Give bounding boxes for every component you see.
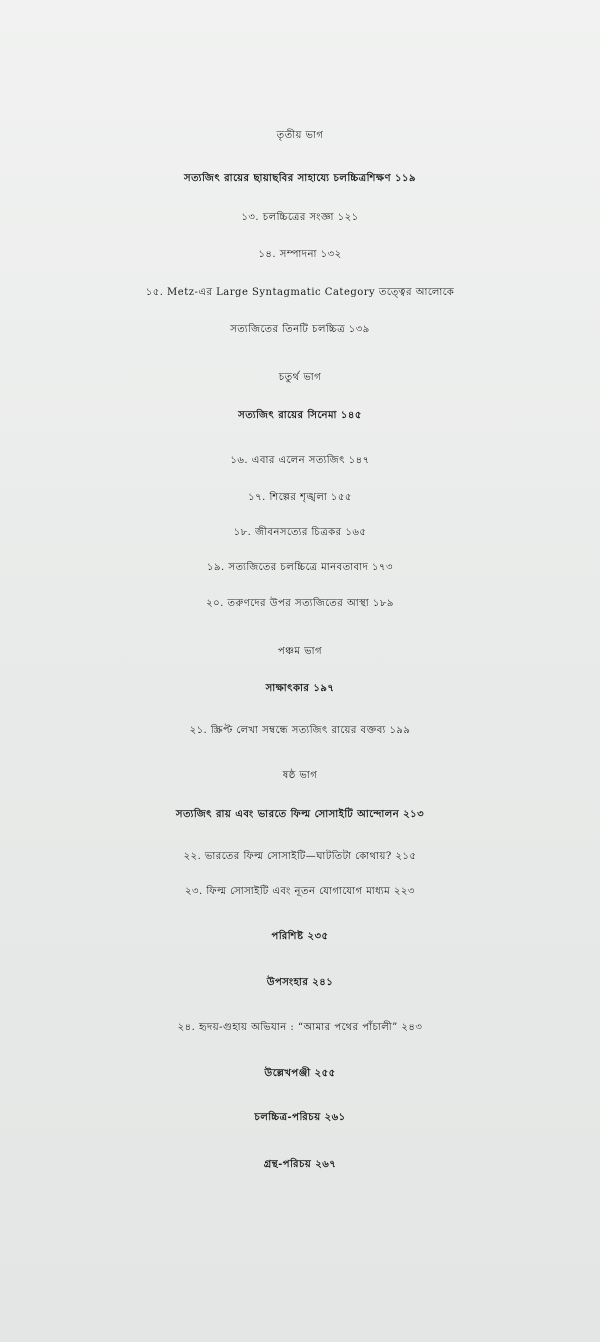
part-6-heading: ষষ্ঠ ভাগ	[282, 770, 318, 781]
part-3-heading: তৃতীয় ভাগ	[276, 130, 324, 141]
part-5-title: সাক্ষাৎকার ১৯৭	[265, 683, 335, 694]
filmography-entry: চলচ্চিত্র-পরিচয় ২৬১	[254, 1112, 346, 1123]
toc-entry-15-line-2: সত্যজিতের তিনটি চলচ্চিত্র ১৩৯	[230, 324, 370, 335]
toc-entry-15-line-1: ১৫. Metz-এর Large Syntagmatic Category তত্ত্বের আলোকে	[145, 287, 455, 298]
toc-entry-14: ১৪. সম্পাদনা ১৩২	[258, 249, 342, 260]
part-4-title: সত্যজিৎ রায়ের সিনেমা ১৪৫	[238, 410, 362, 421]
appendix-entry: পরিশিষ্ট ২৩৫	[271, 931, 329, 942]
toc-entry-22: ২২. ভারতের ফিল্ম সোসাইটি—ঘাটতিটা কোথায়? ২১৫	[183, 851, 417, 862]
toc-entry-16: ১৬. এবার এলেন সত্যজিৎ ১৪৭	[230, 455, 370, 466]
part-5-heading: পঞ্চম ভাগ	[277, 646, 323, 657]
part-4-heading: চতুর্থ ভাগ	[278, 372, 322, 383]
toc-entry-23: ২৩. ফিল্ম সোসাইটি এবং নূতন যোগাযোগ মাধ্যম ২২৩	[185, 886, 415, 897]
toc-entry-19: ১৯. সত্যজিতের চলচ্চিত্রে মানবতাবাদ ১৭৩	[207, 562, 393, 573]
bibliography-entry: গ্রন্থ-পরিচয় ২৬৭	[263, 1159, 337, 1170]
toc-entry-21: ২১. স্ক্রিপ্ট লেখা সম্বন্ধে সত্যজিৎ রায়ের বক্তব্য ১৯৯	[189, 725, 411, 736]
toc-entry-24: ২৪. হৃদয়-গুহায় অভিযান : “আমার পথের পাঁচালী” ২৪৩	[177, 1022, 423, 1033]
toc-entry-17: ১৭. শিল্পের শৃঙ্খলা ১৫৫	[248, 492, 352, 503]
part-3-title: সত্যজিৎ রায়ের ছায়াছবির সাহায্যে চলচ্চিত্রশিক্ষণ ১১৯	[184, 173, 416, 184]
part-6-title: সত্যজিৎ রায় এবং ভারতে ফিল্ম সোসাইটি আন্দোলন ২১৩	[175, 809, 425, 820]
toc-entry-13: ১৩. চলচ্চিত্রের সংজ্ঞা ১২১	[241, 212, 359, 223]
references-entry: উল্লেখপঞ্জী ২৫৫	[264, 1068, 336, 1079]
toc-entry-20: ২০. তরুণদের উপর সত্যজিতের আস্থা ১৮৯	[206, 598, 394, 609]
toc-entry-18: ১৮. জীবনসত্যের চিত্রকর ১৬৫	[233, 527, 367, 538]
epilogue-entry: উপসংহার ২৪১	[266, 977, 334, 988]
